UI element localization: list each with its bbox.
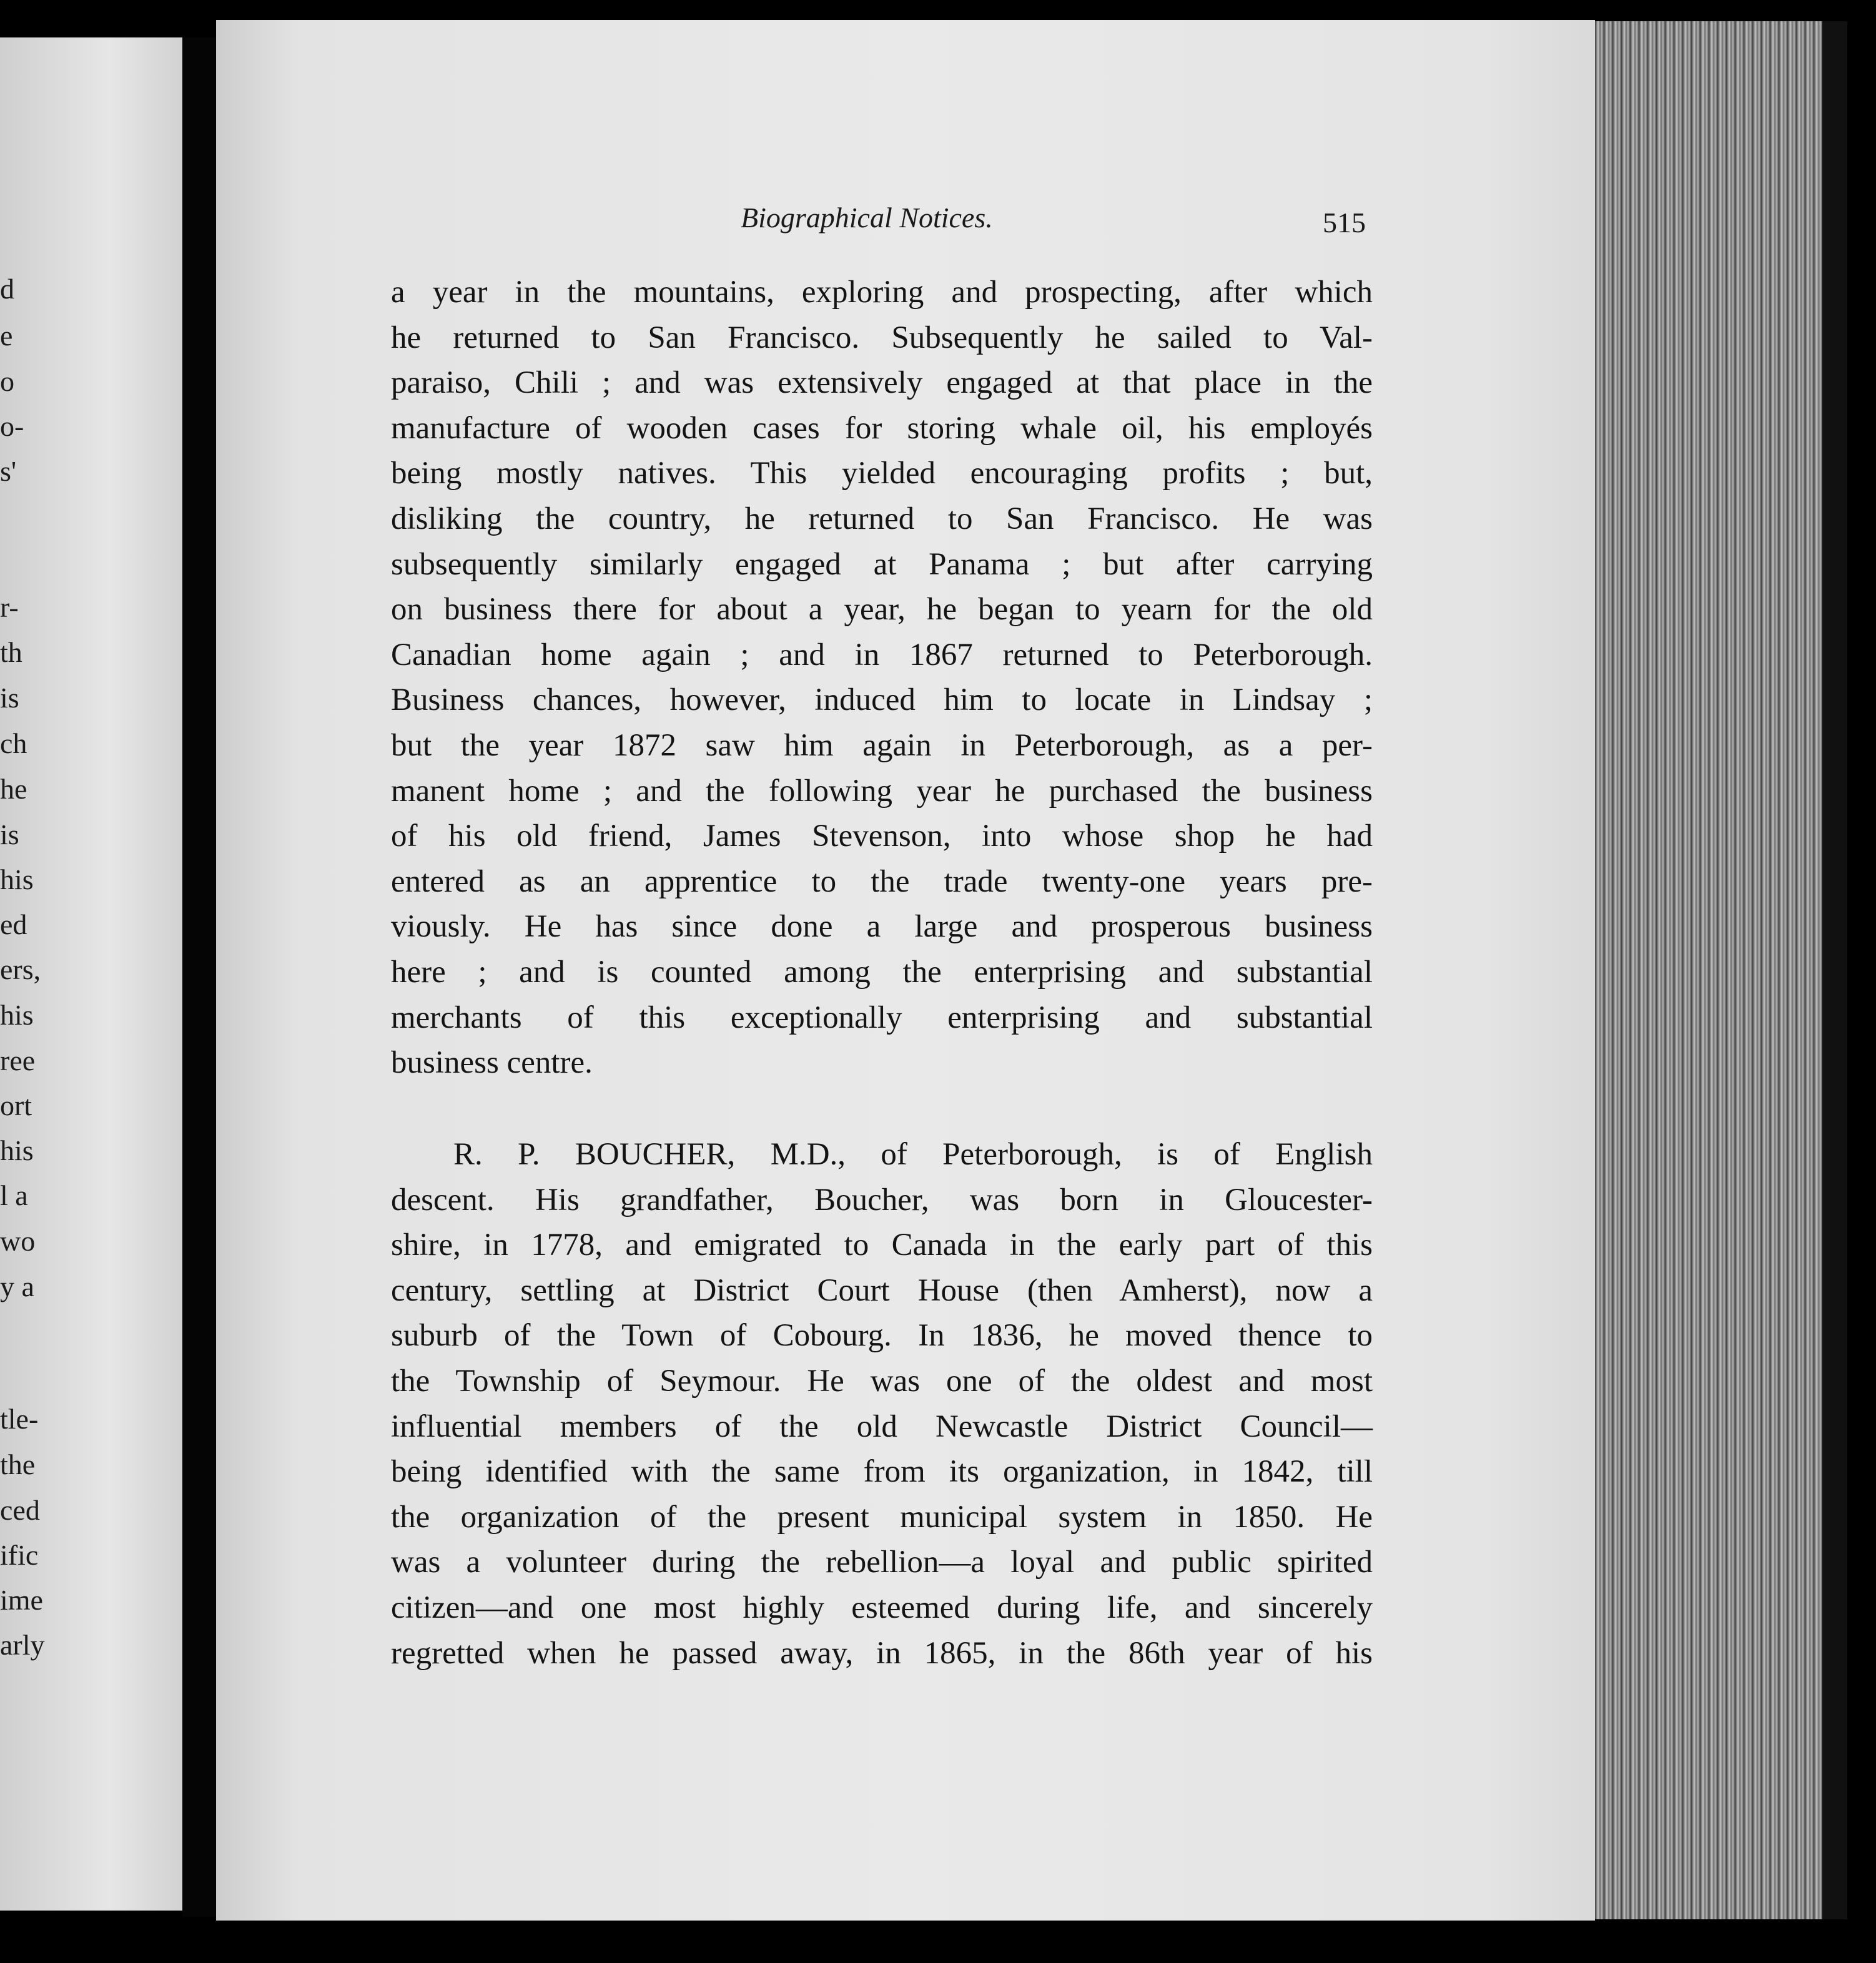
text-line: influential members of the old Newcastle District Council— bbox=[391, 1409, 1373, 1444]
left-page-fragment: tle- bbox=[0, 1403, 39, 1435]
running-head: Biographical Notices. bbox=[741, 202, 993, 234]
left-page-fragment: ree bbox=[0, 1045, 36, 1076]
text-line: the Township of Seymour. He was one of the oldest and most bbox=[391, 1363, 1373, 1399]
text-line: century, settling at District Court House (then Amherst), now a bbox=[391, 1272, 1373, 1308]
left-page-fragment: ific bbox=[0, 1539, 39, 1571]
text-line: citizen—and one most highly esteemed during life, and sincerely bbox=[391, 1590, 1373, 1625]
text-line: here ; and is counted among the enterprising and substantial bbox=[391, 954, 1373, 990]
text-line: business centre. bbox=[391, 1045, 593, 1081]
page-number: 515 bbox=[1323, 207, 1366, 239]
text-line: of his old friend, James Stevenson, into whose shop he had bbox=[391, 819, 1373, 854]
left-page-fragment: ch bbox=[0, 727, 27, 759]
left-page bbox=[0, 37, 182, 1911]
text-line: a year in the mountains, exploring and prospecting, after which bbox=[391, 275, 1373, 310]
left-page-fragment: ced bbox=[0, 1494, 40, 1526]
text-line: on business there for about a year, he began to yearn for the old bbox=[391, 592, 1373, 627]
left-page-fragment: his bbox=[0, 863, 34, 895]
text-line: R. P. BOUCHER, M.D., of Peterborough, is of English bbox=[453, 1137, 1373, 1172]
text-line: descent. His grandfather, Boucher, was born in Gloucester- bbox=[391, 1182, 1373, 1218]
left-page-fragment: ime bbox=[0, 1584, 43, 1616]
text-line: manufacture of wooden cases for storing whale oil, his employés bbox=[391, 410, 1373, 446]
text-line: being identified with the same from its organization, in 1842, till bbox=[391, 1454, 1373, 1490]
left-page-fragment: o- bbox=[0, 410, 24, 442]
left-page-fragment: ers, bbox=[0, 953, 41, 985]
left-page-fragment: is bbox=[0, 682, 19, 714]
text-line: merchants of this exceptionally enterprising and substantial bbox=[391, 1000, 1373, 1035]
left-page-fragment: e bbox=[0, 320, 13, 352]
left-page-fragment: ed bbox=[0, 908, 27, 940]
text-line: the organization of the present municipal system in 1850. He bbox=[391, 1499, 1373, 1535]
text-line: was a volunteer during the rebellion—a loyal and public spirited bbox=[391, 1545, 1373, 1580]
left-page-fragment: s' bbox=[0, 455, 17, 487]
left-page-fragment: wo bbox=[0, 1225, 36, 1257]
page-edges bbox=[1595, 21, 1847, 1919]
text-line: paraiso, Chili ; and was extensively engaged at that place in the bbox=[391, 365, 1373, 401]
left-page-fragment: d bbox=[0, 273, 14, 305]
text-line: shire, in 1778, and emigrated to Canada in the early part of this bbox=[391, 1227, 1373, 1263]
paragraph-boucher bbox=[391, 1132, 1373, 1676]
left-page-fragment: he bbox=[0, 773, 27, 805]
left-page-fragment: r- bbox=[0, 591, 19, 623]
left-page-fragment: arly bbox=[0, 1629, 45, 1661]
text-line: manent home ; and the following year he purchased the business bbox=[391, 773, 1373, 809]
left-page-fragment: y a bbox=[0, 1271, 34, 1302]
text-line: suburb of the Town of Cobourg. In 1836, he moved thence to bbox=[391, 1318, 1373, 1354]
paragraph-continuation bbox=[391, 270, 1373, 1086]
left-page-fragment: his bbox=[0, 1134, 34, 1166]
left-page-fragment: ort bbox=[0, 1090, 32, 1121]
left-page-fragment: is bbox=[0, 819, 19, 850]
text-line: entered as an apprentice to the trade twenty-one years pre- bbox=[391, 863, 1373, 899]
text-line: Business chances, however, induced him to locate in Lindsay ; bbox=[391, 682, 1373, 718]
text-line: viously. He has since done a large and prosperous business bbox=[391, 909, 1373, 945]
left-page-fragment: th bbox=[0, 636, 22, 668]
text-line: disliking the country, he returned to San Francisco. He was bbox=[391, 501, 1373, 536]
text-line: subsequently similarly engaged at Panama ; but after carrying bbox=[391, 546, 1373, 582]
text-line: Canadian home again ; and in 1867 returned to Peterborough. bbox=[391, 637, 1373, 672]
book-gutter bbox=[182, 37, 216, 1917]
text-line: he returned to San Francisco. Subsequently he sailed to Val- bbox=[391, 320, 1373, 355]
left-page-fragment: l a bbox=[0, 1179, 28, 1211]
text-line: but the year 1872 saw him again in Peterborough, as a per- bbox=[391, 727, 1373, 763]
left-page-fragment: his bbox=[0, 999, 34, 1031]
text-line: being mostly natives. This yielded encouraging profits ; but, bbox=[391, 456, 1373, 491]
left-page-fragment: the bbox=[0, 1449, 36, 1480]
left-page-fragment: o bbox=[0, 365, 14, 397]
text-line: regretted when he passed away, in 1865, in the 86th year of his bbox=[391, 1635, 1373, 1671]
